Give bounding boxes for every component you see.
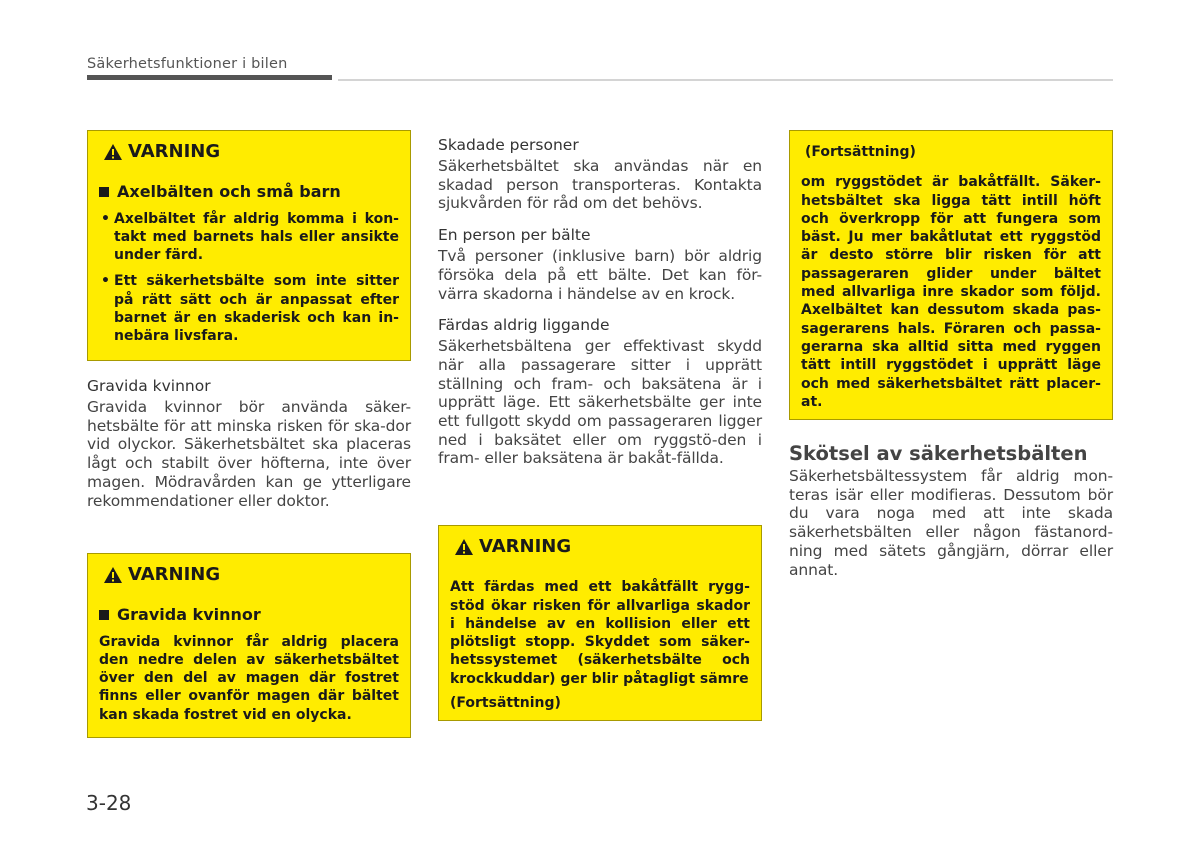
section-text: Två personer (inklusive barn) bör aldrig försöka dela på ett bälte. Det kan för-värra skadorna i händelse av en krock.	[438, 247, 762, 303]
header-rule-dark	[87, 75, 332, 80]
section-text: Säkerhetsbältet ska användas när en skadad person transporteras. Kontakta sjukvården för råd om det behövs.	[438, 157, 762, 213]
warning-box-seatbelt-children	[87, 130, 411, 361]
running-header: Säkerhetsfunktioner i bilen	[87, 56, 288, 72]
warning-heading	[103, 566, 399, 584]
page-number: 3-28	[86, 791, 132, 815]
section-heading: Färdas aldrig liggande	[438, 316, 610, 335]
warning-triangle-icon	[103, 566, 123, 584]
warning-heading	[103, 143, 399, 161]
section-injured	[438, 136, 762, 213]
continued-label: (Fortsättning)	[805, 144, 916, 160]
warning-subtitle-text: Gravida kvinnor	[117, 605, 261, 625]
warning-subtitle	[99, 183, 399, 201]
list-item: • Ett säkerhetsbälte som inte sitter på rätt sätt och är anpassat efter barnet är en skaderisk och kan in-nebära livsfara.	[99, 272, 399, 345]
section-text: Gravida kvinnor bör använda säker-hetsbälte för att minska risken för ska-dor vid olyckor. Säkerhetsbältet ska placeras lågt och stabilt över höfterna, inte över magen. Mödravården kan ge ytterligare rekommendationer eller doktor.	[87, 398, 411, 510]
header-rule-light	[338, 79, 1113, 81]
warning-text: Gravida kvinnor får aldrig placera den nedre delen av säkerhetsbältet över den del av magen där fostret finns eller ovanför magen där bältet kan skada fostret vid en olycka.	[99, 633, 399, 723]
warning-triangle-icon	[103, 143, 123, 161]
list-item: • Axelbältet får aldrig komma i kon-takt med barnets hals eller ansikte under färd.	[99, 210, 399, 265]
section-seatbelt-care	[789, 442, 1113, 579]
column-3	[789, 130, 1113, 579]
section-heading: En person per bälte	[438, 226, 591, 245]
warning-triangle-icon	[454, 538, 474, 556]
warning-title: VARNING	[128, 564, 221, 585]
column-1	[87, 130, 411, 723]
warning-title: VARNING	[479, 536, 572, 557]
section-one-person	[438, 226, 762, 303]
warning-box-pregnant	[87, 553, 411, 738]
continued-label: (Fortsättning)	[450, 695, 561, 712]
square-bullet-icon	[99, 610, 109, 620]
warning-list	[99, 210, 399, 346]
warning-subtitle-text: Axelbälten och små barn	[117, 182, 341, 202]
square-bullet-icon	[99, 187, 109, 197]
section-heading: Gravida kvinnor	[87, 377, 211, 395]
section-pregnant-women	[87, 377, 411, 510]
warning-subtitle	[99, 606, 399, 624]
section-text: Säkerhetsbältena ger effektivast skydd när alla passagerare sitter i upprätt ställning och fram- och baksätena är i upprätt läge. Ett säkerhetsbälte ger inte ett fullgott skydd om passageraren ligger ned i baksätet eller om ryggstö-den i fram- eller baksätena är bakåt-fällda.	[438, 337, 762, 468]
section-heading: Skötsel av säkerhetsbälten	[789, 442, 1088, 465]
warning-text: om ryggstödet är bakåtfällt. Säker-hetsbältet ska ligga tätt intill höft och överkropp för att fungera som bäst. Ju mer bakåtlutat ett ryggstöd är desto större blir risken för att passageraren glider under bältet med allvarliga inre skador som följd. Axelbältet kan dessutom skada pas-sagerarens hals. Föraren och passa-gerarna ska alltid sitta med ryggen tätt intill ryggstödet i upprätt läge och med säkerhetsbältet rätt placer-at.	[801, 174, 1101, 410]
warning-text: Att färdas med ett bakåtfällt rygg-stöd ökar risken för allvarliga skador i händelse av en kollision eller ett plötsligt stopp. Skyddet som säker-hetssystemet (säkerhetsbälte och krockkuddar) ger blir påtagligt sämre	[450, 579, 750, 687]
warning-box-continued	[789, 130, 1113, 420]
warning-heading	[454, 538, 750, 556]
column-2	[438, 136, 762, 712]
section-lying	[438, 316, 762, 468]
section-heading: Skadade personer	[438, 136, 579, 154]
warning-title: VARNING	[128, 141, 221, 162]
section-text: Säkerhetsbältessystem får aldrig mon-teras isär eller modifieras. Dessutom bör du vara noga med att inte skada säkerhetsbälten eller någon fästanord-ning med sätets gångjärn, dörrar eller annat.	[789, 467, 1113, 579]
warning-box-reclined	[438, 525, 762, 721]
